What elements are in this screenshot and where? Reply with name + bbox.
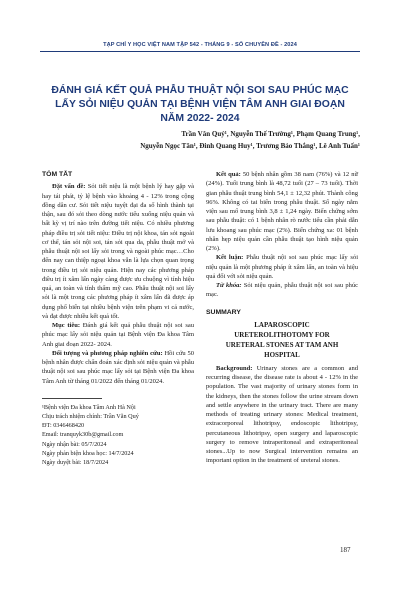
conclusion-text: Phẫu thuật nội soi sau phúc mạc lấy sỏi niệu quản là một phương pháp ít xâm lấn, an toàn và hiệu quả đối với sỏi niệu quản. xyxy=(206,254,359,280)
conclusion-label: Kết luận: xyxy=(216,254,244,262)
left-column xyxy=(42,170,194,468)
footnote-rule xyxy=(42,398,102,399)
methods-label: Đối tượng và phương pháp nghiên cứu: xyxy=(52,349,163,357)
article-title: ĐÁNH GIÁ KẾT QUẢ PHẪU THUẬT NỘI SOI SAU PHÚC MẠC LẤY SỎI NIỆU QUẢN TẠI BỆNH VIỆN TÂM ANH GIAI ĐOẠN NĂM 2022- 2024 xyxy=(51,85,349,124)
footnote-affiliation: ¹Bệnh viện Đa khoa Tâm Anh Hà Nội xyxy=(42,403,136,411)
background-text: Sỏi tiết niệu là một bệnh lý hay gặp và hay tái phát, tỷ lệ bệnh vào khoảng 4 - 12% trong cộng đồng dân cư. Sỏi tiết niệu tuyệt đại đa số hình thành tại thận, sau đó sỏi theo dòng nước tiểu xuống niệu quản và bất kỳ vị trí nào trên đường tiết niệu. Có nhiều phương pháp điều trị sỏi tiết niệu: Điều trị nội khoa, tán sỏi ngoài cơ thể, tán sỏi nội soi, tán sỏi qua da, phẫu thuật mở và phẫu thuật nội soi lấy sỏi trong và ngoài phúc mạc…Cho đến nay can thiệp ngoại khoa vẫn là lựa chọn quan trọng trong điều trị sỏi niệu quản. Hiện nay các phương pháp điều trị ít xâm lấn ngày càng được ưu chuộng vì tính hiệu quả, an toàn và tính thẩm mỹ cao. Phẫu thuật nội soi lấy sỏi là một trong các phương pháp ít xâm lấn đã được áp dụng phổ biến tại nhiều bệnh viện trên phạm vi cả nước, và đạt được nhiều kết quả tốt. xyxy=(42,183,194,320)
english-title-line-4: HOSPITAL xyxy=(264,350,300,359)
abstract-objective xyxy=(42,321,194,349)
header-rule xyxy=(40,51,360,52)
methods-text: Hồi cứu 50 bệnh nhân được chẩn đoán xác định sỏi niệu quản và phẫu thuật nội soi sau phúc mạc lấy sỏi tại Bệnh viện Đa khoa Tâm Anh từ tháng 01/2022 đến tháng 01/2024. xyxy=(42,349,194,385)
abstract-conclusion xyxy=(206,253,358,281)
authors-line-1: Trần Văn Quý¹, Nguyễn Thế Trường¹, Phạm Quang Trung¹, xyxy=(181,130,360,138)
author-list xyxy=(60,128,360,152)
abstract-heading: TÓM TẮT xyxy=(42,171,73,178)
results-label: Kết quả: xyxy=(216,171,241,178)
footnote-corresponding: Chịu trách nhiệm chính: Trần Văn Quý xyxy=(42,412,139,420)
summary-background xyxy=(206,364,358,466)
english-title xyxy=(206,320,358,360)
keywords-text: Sỏi niệu quản, phẫu thuật nội soi sau phúc mạc. xyxy=(206,282,358,299)
summary-heading: SUMMARY xyxy=(206,308,241,316)
english-title-line-1: LAPAROSCOPIC xyxy=(254,320,310,329)
objective-text: Đánh giá kết quả phẫu thuật nội soi sau phúc mạc lấy sỏi niệu quản tại Bệnh viện Đa khoa Tâm Anh giai đoạn 2022- 2024. xyxy=(42,322,194,348)
abstract-keywords xyxy=(206,281,358,300)
authors-line-2: Nguyễn Ngọc Tân¹, Đinh Quang Huy¹, Trương Bảo Thắng¹, Lê Anh Tuấn¹ xyxy=(140,142,360,150)
abstract-results xyxy=(206,170,358,253)
summary-background-text: Urinary stones are a common and recurring disease, the disease rate is about 4 - 12% in the population. The vast majority of urinary stones form in the kidneys, then the stones follow the urine stream down and settle anywhere in the urinary tract. There are many methods of treating urinary stones: Medical treatment, extracorporeal lithotripsy, endoscopic lithotripsy, percutaneous lithotripsy, open surgery and laparoscopic surgery to remove intraperitoneal and extraperitoneal stones...Up to now Surgical intervention remains an important option in the treatment of ureteral stones. xyxy=(206,364,358,465)
footnote-email: Email: tranquyk30b@gmail.com xyxy=(42,431,124,439)
footnote-phone: ĐT: 0346468420 xyxy=(42,422,85,430)
journal-header: TẠP CHÍ Y HỌC VIỆT NAM TẬP 542 - THÁNG 9 - SỐ CHUYÊN ĐỀ - 2024 xyxy=(103,42,297,48)
results-text: 50 bệnh nhân gồm 38 nam (76%) và 12 nữ (24%). Tuổi trung bình là 48,72 tuổi (27 – 73 tuổi). Thời gian phẫu thuật trung bình 54,1 ± 12,32 phút. Thành công 96%. Không có tai biến trong phẫu thuật. Số ngày nằm viện sau mổ trung bình 3,8 ± 1,24 ngày. Biến chứng sớm sau phẫu thuật: có 1 bệnh nhân rò nước tiểu cần phải dẫn lưu khoang sau phúc mạc (2%). Biến chứng xa: 01 bệnh nhân hẹp niệu quản cần phẫu thuật tạo hình niệu quản (2%). xyxy=(206,171,359,252)
english-title-line-2: URETEROLITHOTOMY FOR xyxy=(234,330,330,339)
summary-background-label: Background: xyxy=(216,364,253,372)
abstract-methods xyxy=(42,349,194,386)
background-label: Đặt vấn đề: xyxy=(52,183,86,191)
right-column xyxy=(206,170,358,466)
english-title-line-3: URETERAL STONES AT TAM ANH xyxy=(225,340,339,349)
footnote-accepted: Ngày duyệt bài: 18/7/2024 xyxy=(42,459,109,467)
footnote-received: Ngày nhận bài: 05/7/2024 xyxy=(42,440,107,448)
objective-label: Mục tiêu: xyxy=(52,322,80,329)
footnote-reviewed: Ngày phản biện khoa học: 14/7/2024 xyxy=(42,450,134,458)
page-number: 187 xyxy=(340,546,351,554)
keywords-label: Từ khóa: xyxy=(216,282,242,289)
abstract-background xyxy=(42,182,194,321)
